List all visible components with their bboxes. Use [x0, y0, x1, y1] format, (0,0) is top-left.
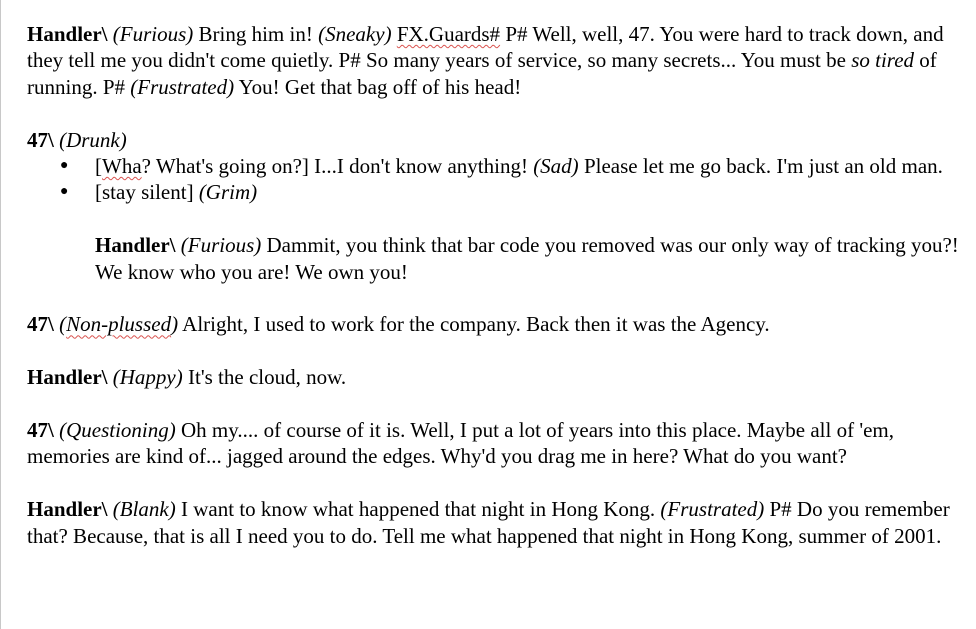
choice-list [27, 153, 976, 206]
spellcheck-flagged-text: FX.Guards# [396, 22, 501, 46]
choice-list-item [27, 179, 976, 205]
dialogue-text: P# Do you remember that? Because, that is all I need you to do. Tell me what happened that night in Hong Kong, summer of 2001. [27, 497, 950, 548]
dialogue-paragraph [27, 496, 976, 549]
emotion-cue: (Sad) [533, 154, 579, 179]
emotion-cue: (Blank) [112, 497, 176, 522]
dialogue-text: Oh my.... of course of it is. Well, I put a lot of years into this place. Maybe all of 'em, memories are kind of... jagged around the edges. Why'd you drag me in here? What do you want? [27, 418, 895, 469]
dialogue-text: [ [95, 154, 102, 179]
emotion-cue: (Furious) [180, 233, 262, 258]
emotion-cue: (Furious) [112, 22, 194, 46]
speaker-name: Handler\ [95, 233, 176, 258]
choice-list-item [27, 153, 976, 179]
bullet-icon: ● [60, 184, 69, 200]
emotion-cue: ) [171, 312, 179, 337]
dialogue-text: Dammit, you think that bar code you removed was our only way of tracking you?! We know who you are! We own you! [95, 233, 959, 284]
bullet-icon: ● [60, 158, 69, 174]
emotion-cue: ( [59, 312, 67, 337]
dialogue-text: ? What's going on?] I...I don't know anything! [141, 154, 534, 179]
speaker-name: 47\ [27, 418, 54, 443]
dialogue-text: of running. P# [27, 48, 937, 99]
dialogue-text: Alright, I used to work for the company. Back then it was the Agency. [178, 312, 770, 337]
speaker-name: Handler\ [27, 22, 108, 46]
dialogue-text: Please let me go back. I'm just an old man. [578, 154, 943, 179]
speaker-name: Handler\ [27, 497, 108, 522]
dialogue-paragraph [27, 127, 976, 153]
emotion-cue: (Questioning) [59, 418, 176, 443]
emotion-cue: so tired [851, 48, 915, 73]
emotion-cue: (Happy) [112, 365, 183, 390]
dialogue-paragraph [27, 21, 976, 100]
spellcheck-flagged-text: Non-plussed [66, 312, 172, 337]
document-body[interactable] [27, 21, 976, 575]
dialogue-paragraph [27, 364, 976, 390]
speaker-name: 47\ [27, 127, 54, 152]
dialogue-text: You! Get that bag off of his head! [234, 74, 522, 99]
speaker-name: 47\ [27, 312, 54, 337]
dialogue-text: [stay silent] [95, 180, 199, 205]
dialogue-text: P# Well, well, 47. You were hard to track down, and they tell me you didn't come quietly. P# So many years of service, so many secrets... You must be [27, 22, 944, 73]
spellcheck-flagged-text: Wha [102, 154, 142, 179]
emotion-cue: (Frustrated) [660, 497, 765, 522]
dialogue-text: It's the cloud, now. [182, 365, 347, 390]
dialogue-text: Bring him in! [193, 22, 319, 46]
emotion-cue: (Drunk) [59, 127, 127, 152]
emotion-cue: (Frustrated) [130, 74, 235, 99]
dialogue-text: I want to know what happened that night in Hong Kong. [175, 497, 661, 522]
emotion-cue: (Sneaky) [318, 22, 392, 46]
dialogue-paragraph [27, 417, 976, 470]
emotion-cue: (Grim) [198, 180, 258, 205]
dialogue-paragraph [27, 311, 976, 337]
speaker-name: Handler\ [27, 365, 108, 390]
nested-dialogue-paragraph [27, 232, 976, 285]
